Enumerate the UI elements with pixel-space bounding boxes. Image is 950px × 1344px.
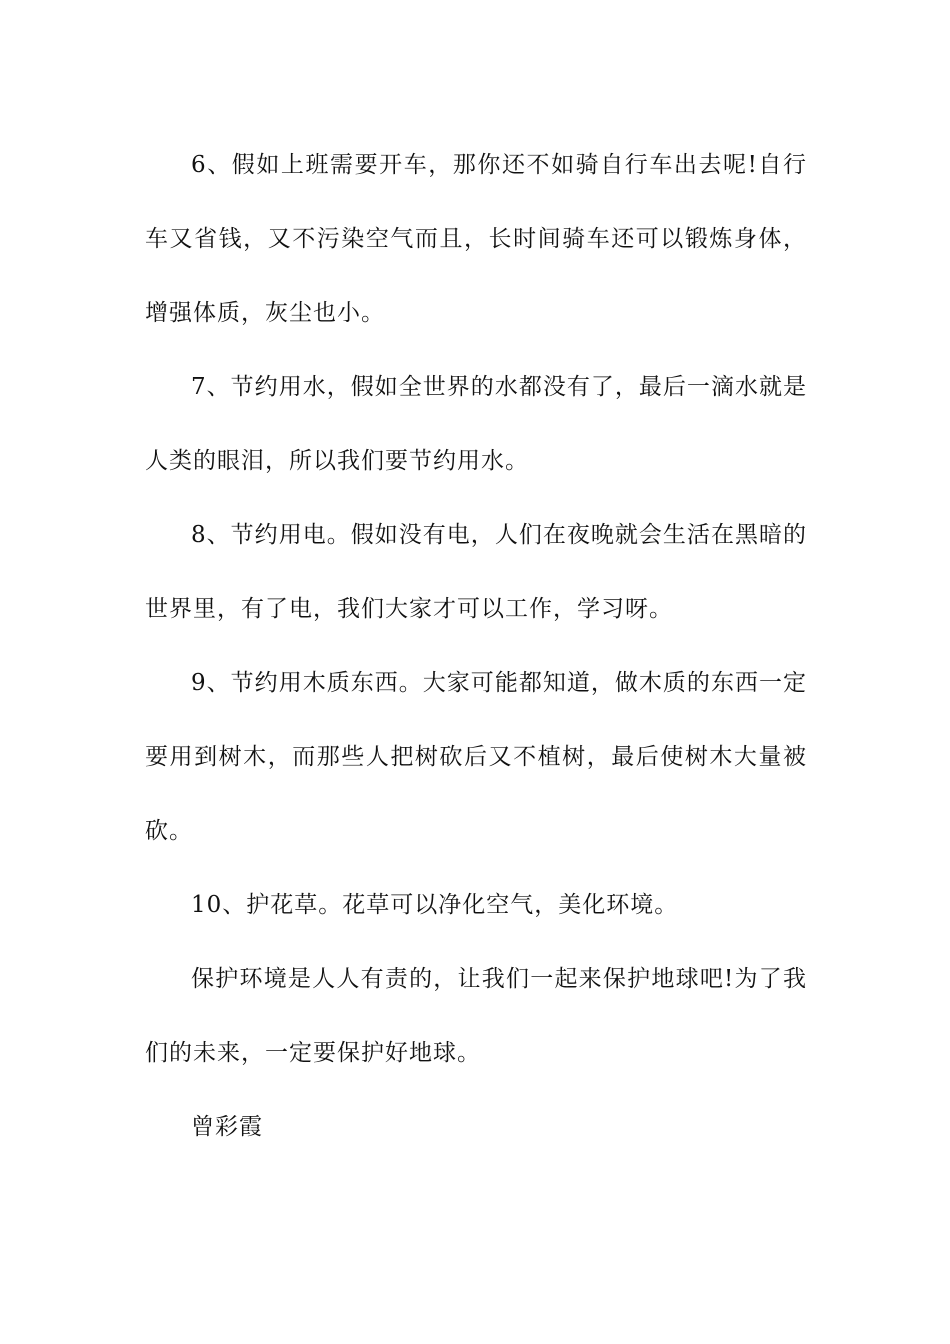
paragraph-item-7: 7、节约用水，假如全世界的水都没有了，最后一滴水就是人类的眼泪，所以我们要节约用水。 — [145, 374, 807, 474]
document-body — [145, 128, 807, 1164]
paragraph-item-10: 10、护花草。花草可以净化空气，美化环境。 — [191, 892, 679, 918]
paragraph-conclusion: 保护环境是人人有责的，让我们一起来保护地球吧!为了我们的未来，一定要保护好地球。 — [145, 966, 807, 1066]
author-signature: 曾彩霞 — [191, 1114, 263, 1140]
paragraph-item-8: 8、节约用电。假如没有电，人们在夜晚就会生活在黑暗的世界里，有了电，我们大家才可以工作，学习呀。 — [145, 522, 807, 622]
paragraph-item-9: 9、节约用木质东西。大家可能都知道，做木质的东西一定要用到树木，而那些人把树砍后又不植树，最后使树木大量被砍。 — [145, 670, 807, 844]
paragraph-item-6: 6、假如上班需要开车，那你还不如骑自行车出去呢!自行车又省钱，又不污染空气而且，长时间骑车还可以锻炼身体，增强体质，灰尘也小。 — [145, 152, 807, 326]
